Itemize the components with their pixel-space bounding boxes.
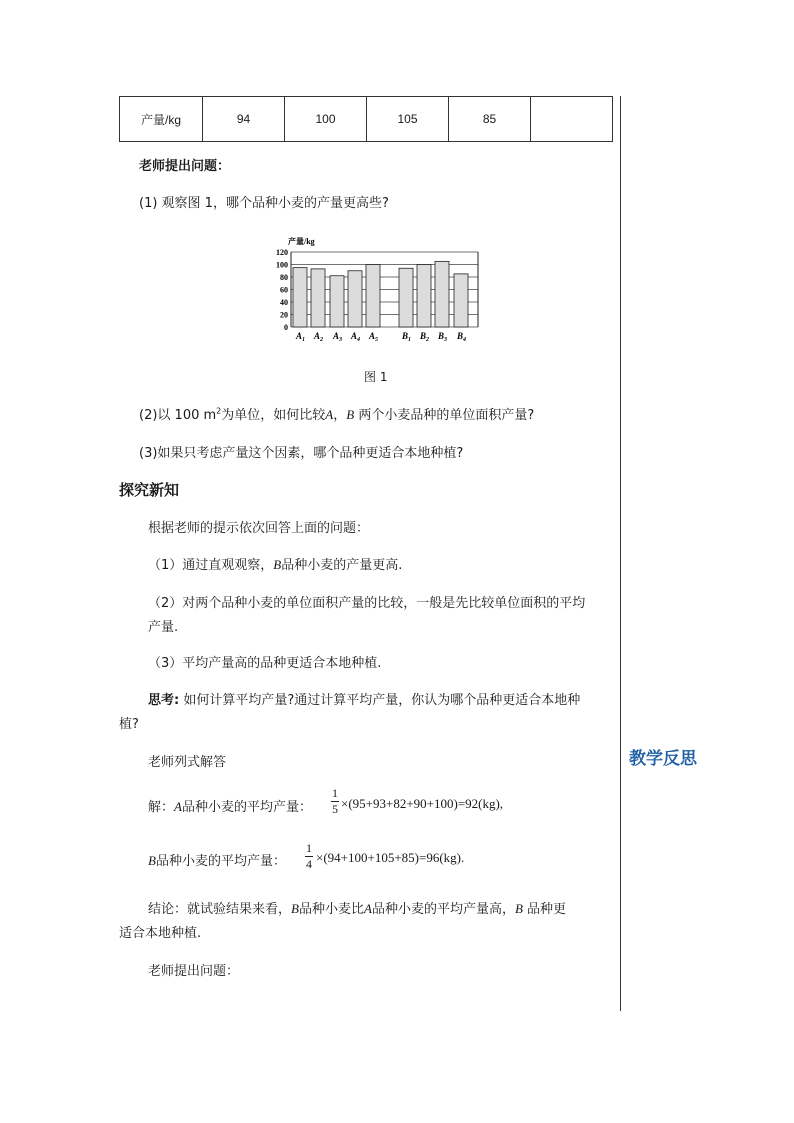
question-heading-2: 老师提出问题： <box>148 964 240 979</box>
think-line-2: 植? <box>119 717 139 732</box>
question-2-prefix: (2)以 100 m <box>139 408 217 423</box>
think-text: 如何计算平均产量?通过计算平均产量，你认为哪个品种更适合本地种 <box>179 693 581 708</box>
x-tick-label: $A_3$ <box>333 331 343 343</box>
bar <box>293 268 307 327</box>
solution-a-pre: 解： <box>148 800 175 815</box>
conclusion-mid-2: 品种小麦的平均产量高， <box>371 902 515 917</box>
answer-2-line-2: 产量. <box>148 620 179 635</box>
yield-table <box>119 96 613 142</box>
question-2-mid: 为单位，如何比较 <box>221 408 326 423</box>
think-label: 思考: <box>148 693 180 708</box>
intro-text: 根据老师的提示依次回答上面的问题： <box>148 521 370 536</box>
bar <box>366 265 380 328</box>
y-tick-label: 20 <box>280 310 288 320</box>
fraction-numerator: 1 <box>306 841 312 855</box>
conclusion-line-2: 适合本地种植. <box>119 926 202 941</box>
table-cell: 100 <box>285 97 367 142</box>
conclusion-line-1 <box>148 898 566 917</box>
question-2-exponent: 2 <box>216 406 222 416</box>
question-2 <box>139 404 534 423</box>
answer-1 <box>148 554 402 573</box>
variety-b: B <box>273 557 282 572</box>
x-tick-label: $A_2$ <box>314 331 324 343</box>
section-title: 探究新知 <box>119 481 180 499</box>
solution-b-mid: 品种小麦的平均产量： <box>155 854 286 869</box>
conclusion-mid-1: 品种小麦比 <box>298 902 364 917</box>
y-tick-label: 80 <box>280 273 288 282</box>
table-row-label: 产量/kg <box>120 97 203 142</box>
x-tick-label: $B_1$ <box>402 331 412 343</box>
right-column-divider <box>620 96 621 1011</box>
bar <box>435 261 449 327</box>
x-tick-label: $B_4$ <box>457 331 467 343</box>
table-cell: 85 <box>449 97 531 142</box>
bar <box>454 274 468 327</box>
solution-b-expression: ×(94+100+105+85)=96(kg). <box>316 850 465 865</box>
bar <box>330 276 344 327</box>
bar-chart <box>268 234 483 344</box>
answer-2-line-1: （2）对两个品种小麦的单位面积产量的比较，一般是先比较单位面积的平均 <box>148 596 586 611</box>
figure-caption: 图 1 <box>364 370 388 384</box>
y-axis-label: 产量/kg <box>288 237 315 246</box>
x-tick-label: $B_3$ <box>438 331 448 343</box>
answer-3: （3）平均产量高的品种更适合本地种植. <box>148 656 382 671</box>
variety-a: A <box>363 901 372 916</box>
table-cell <box>531 97 613 142</box>
fraction-numerator: 1 <box>332 786 338 800</box>
variety-a: A <box>174 799 182 814</box>
fraction-one-fifth <box>331 787 339 816</box>
variety-b: B <box>291 901 299 916</box>
question-3: (3)如果只考虑产量这个因素，哪个品种更适合本地种植? <box>139 446 464 461</box>
teacher-answer-heading: 老师列式解答 <box>148 755 227 770</box>
table-cell: 94 <box>203 97 285 142</box>
question-2-sep: ， <box>333 408 347 423</box>
y-tick-label: 40 <box>280 298 288 307</box>
y-tick-label: 0 <box>284 323 288 332</box>
fraction-one-quarter <box>305 842 313 871</box>
solution-b <box>148 850 286 869</box>
fraction-denominator: 4 <box>306 857 312 871</box>
bar <box>311 269 325 327</box>
x-tick-label: $A_5$ <box>369 331 379 343</box>
solution-a-expression: ×(95+93+82+90+100)=92(kg), <box>341 796 504 811</box>
teaching-reflection-title: 教学反思 <box>629 749 697 769</box>
conclusion-mid-3: 品种更 <box>522 902 567 917</box>
conclusion-pre: 结论：就试验结果来看， <box>148 902 292 917</box>
variety-a: A <box>325 407 334 422</box>
y-tick-label: 60 <box>280 285 288 295</box>
y-tick-label: 100 <box>276 260 288 270</box>
x-tick-label: $A_4$ <box>351 331 361 343</box>
table-row <box>120 97 613 142</box>
fraction-denominator: 5 <box>332 802 338 816</box>
bar <box>348 271 362 327</box>
bar <box>399 268 413 327</box>
question-heading: 老师提出问题： <box>139 159 231 174</box>
solution-a-mid: 品种小麦的平均产量： <box>181 800 312 815</box>
question-1: (1) 观察图 1，哪个品种小麦的产量更高些? <box>139 196 389 211</box>
table-cell: 105 <box>367 97 449 142</box>
bar <box>417 265 431 328</box>
variety-b: B <box>148 853 156 868</box>
x-tick-label: $B_2$ <box>420 331 430 343</box>
variety-b: B <box>514 901 523 916</box>
solution-a <box>148 796 312 815</box>
x-tick-label: $A_1$ <box>296 331 306 343</box>
variety-b: B <box>346 407 355 422</box>
answer-1-pre: （1）通过直观观察， <box>148 558 274 573</box>
think-line-1 <box>148 689 580 708</box>
question-2-suffix: 两个小麦品种的单位面积产量? <box>354 408 535 423</box>
y-tick-label: 120 <box>276 248 288 257</box>
answer-1-post: 品种小麦的产量更高. <box>281 558 403 573</box>
